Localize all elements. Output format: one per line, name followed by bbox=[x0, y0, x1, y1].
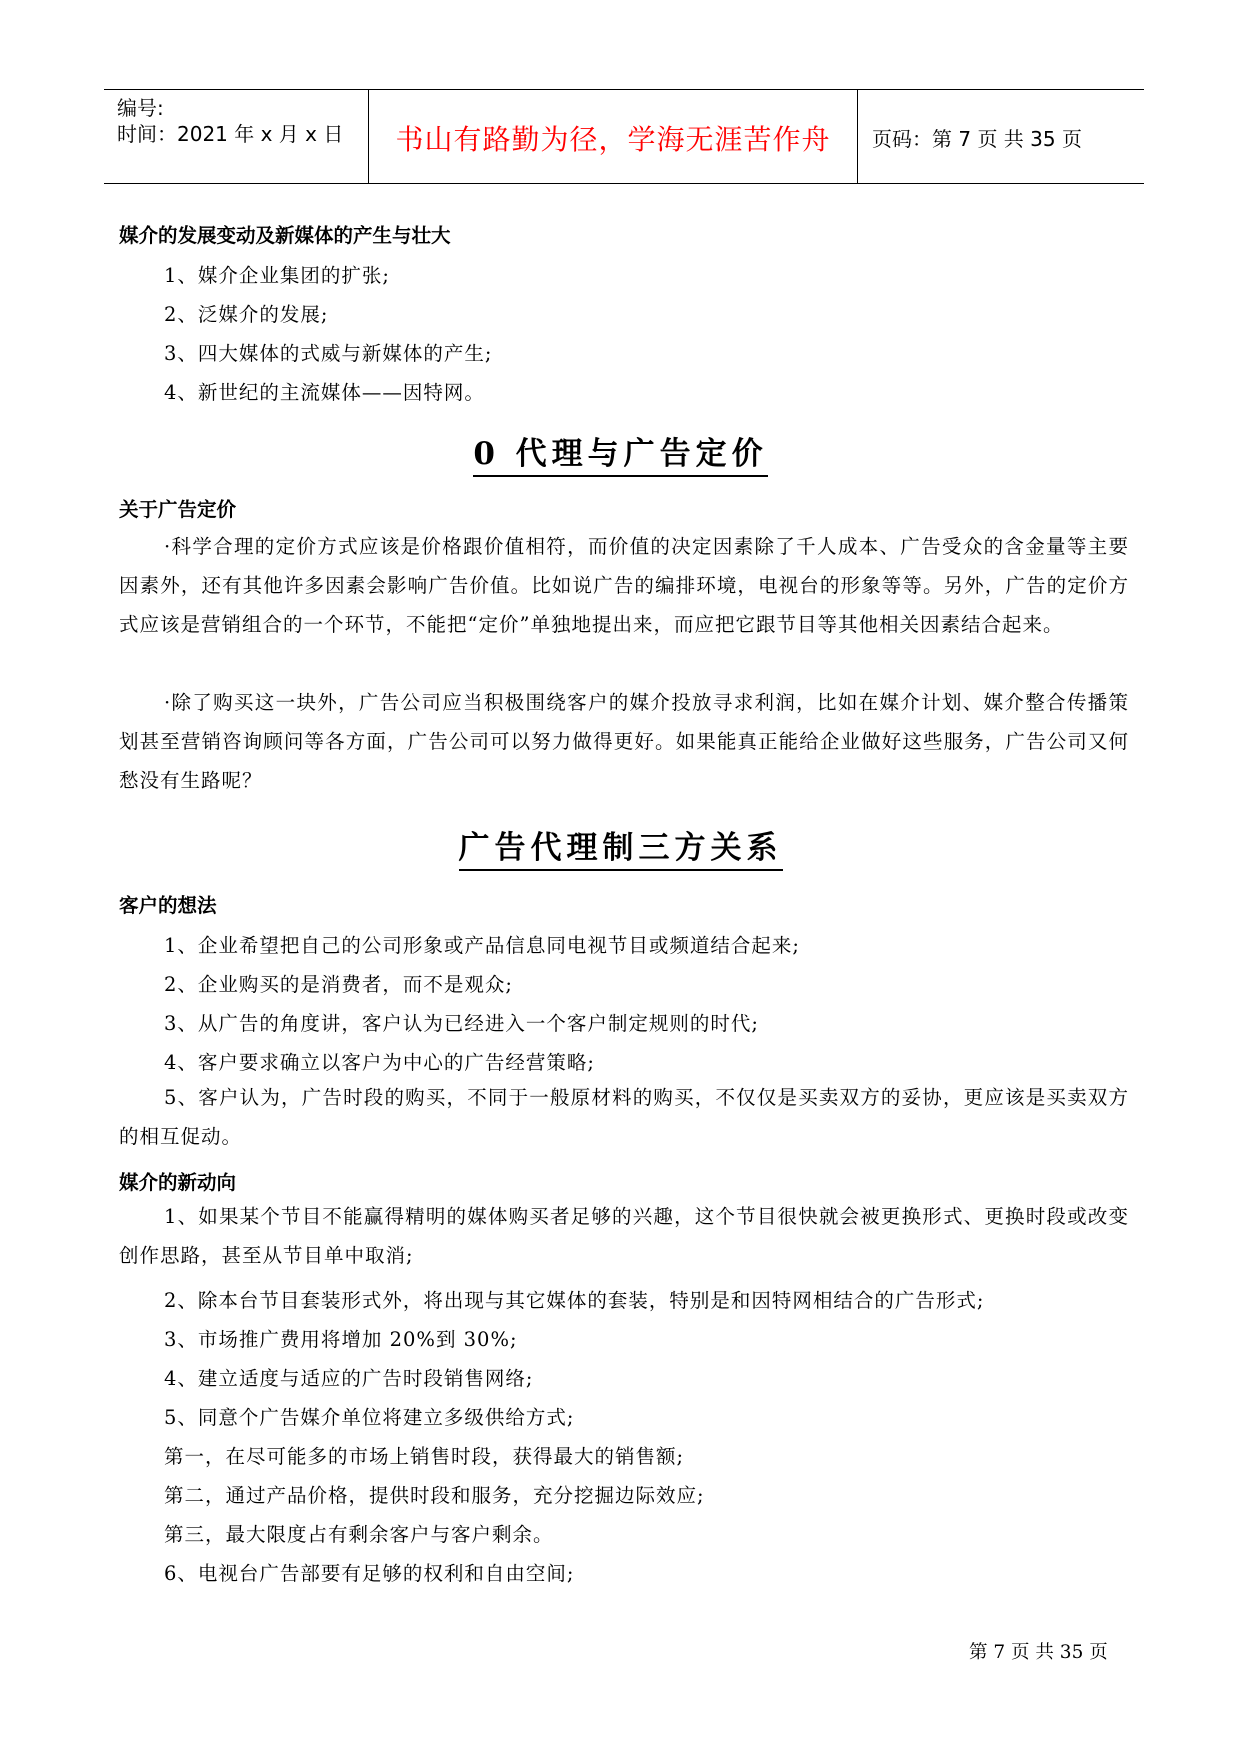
section-title: 客户的想法 bbox=[119, 894, 217, 917]
section-title: 媒介的新动向 bbox=[119, 1171, 237, 1194]
section-title: 媒介的发展变动及新媒体的产生与壮大 bbox=[119, 224, 451, 247]
list-item: 第二，通过产品价格，提供时段和服务，充分挖掘边际效应; bbox=[164, 1484, 705, 1507]
list-item: 3、市场推广费用将增加 20%到 30%; bbox=[164, 1328, 518, 1351]
list-item: 2、企业购买的是消费者，而不是观众; bbox=[164, 973, 513, 996]
list-item: 第三，最大限度占有剩余客户与客户剩余。 bbox=[164, 1523, 554, 1546]
paragraph: 5、客户认为，广告时段的购买，不同于一般原材料的购买，不仅仅是买卖双方的妥协，更应该是买卖双方的相互促动。 bbox=[119, 1086, 1129, 1148]
list-item: 2、除本台节目套装形式外，将出现与其它媒体的套装，特别是和因特网相结合的广告形式; bbox=[164, 1289, 985, 1312]
paragraph: ·科学合理的定价方式应该是价格跟价值相符，而价值的决定因素除了千人成本、广告受众的含金量等主要因素外，还有其他许多因素会影响广告价值。比如说广告的编排环境，电视台的形象等等。另外，广告的定价方式应该是营销组合的一个环节，不能把“定价”单独地提出来，而应把它跟节目等其他相关因素结合起来。 bbox=[119, 535, 1129, 636]
chapter-heading: 广告代理制三方关系 bbox=[0, 822, 1241, 867]
document-number-label: 编号: bbox=[117, 96, 164, 120]
paragraph: ·除了购买这一块外，广告公司应当积极围绕客户的媒介投放寻求利润，比如在媒介计划、媒介整合传播策划甚至营销咨询顾问等各方面，广告公司可以努力做得更好。如果能真正能给企业做好这些服务，广告公司又何愁没有生路呢？ bbox=[119, 691, 1129, 792]
list-item: 4、客户要求确立以客户为中心的广告经营策略; bbox=[164, 1051, 595, 1074]
list-item: 6、电视台广告部要有足够的权利和自由空间; bbox=[164, 1562, 575, 1585]
list-item: 3、从广告的角度讲，客户认为已经进入一个客户制定规则的时代; bbox=[164, 1012, 759, 1035]
header-motto-cell bbox=[368, 90, 858, 183]
list-item: 第一，在尽可能多的市场上销售时段，获得最大的销售额; bbox=[164, 1445, 685, 1468]
header-page-cell bbox=[858, 90, 1144, 183]
list-item: 2、泛媒介的发展; bbox=[164, 303, 329, 326]
list-item: 4、新世纪的主流媒体——因特网。 bbox=[164, 381, 485, 404]
list-item: 3、四大媒体的式威与新媒体的产生; bbox=[164, 342, 493, 365]
document-time-label: 时间：2021 年 x 月 x 日 bbox=[117, 122, 344, 146]
header-meta-cell bbox=[104, 90, 368, 183]
list-item: 1、媒介企业集团的扩张; bbox=[164, 264, 390, 287]
list-item: 5、同意个广告媒介单位将建立多级供给方式; bbox=[164, 1406, 575, 1429]
header-page-info: 页码：第 7 页 共 35 页 bbox=[872, 127, 1082, 151]
list-item: 4、建立适度与适应的广告时段销售网络; bbox=[164, 1367, 534, 1390]
header-motto: 书山有路勤为径，学海无涯苦作舟 bbox=[395, 123, 831, 156]
paragraph: 1、如果某个节目不能赢得精明的媒体购买者足够的兴趣，这个节目很快就会被更换形式、更换时段或改变创作思路，甚至从节目单中取消; bbox=[119, 1205, 1129, 1267]
chapter-heading: 0 代理与广告定价 bbox=[0, 428, 1241, 473]
page-footer: 第 7 页 共 35 页 bbox=[969, 1642, 1108, 1663]
list-item: 1、企业希望把自己的公司形象或产品信息同电视节目或频道结合起来; bbox=[164, 934, 800, 957]
page-header bbox=[104, 89, 1144, 184]
section-title: 关于广告定价 bbox=[119, 498, 237, 521]
